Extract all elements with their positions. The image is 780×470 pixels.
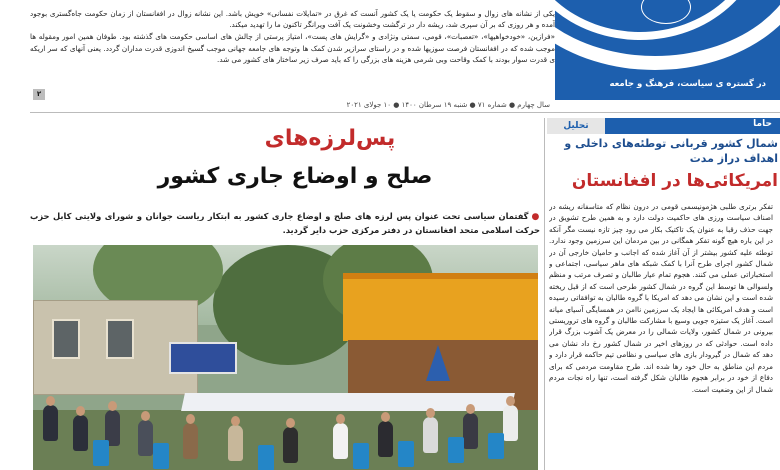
sidebar-section-label: تحلیل bbox=[547, 118, 605, 134]
photo-person bbox=[378, 421, 393, 457]
article-headline: صلح و اوضاع جاری کشور bbox=[157, 164, 433, 189]
photo-person bbox=[183, 423, 198, 459]
article-lead-text: گفتمان سیاسی تحت عنوان پس لرزه های صلح و اوضاع جاری کشور به ابتکار ریاست جوانان و شورای ولایتی کابل حزب حرکت اسلامی متحد افغانستان در دفتر مرکزی حزب دایر گردید. bbox=[30, 211, 540, 235]
masthead bbox=[555, 0, 780, 100]
article-lead bbox=[30, 210, 540, 237]
photo-person bbox=[423, 417, 438, 453]
photo-tent bbox=[343, 273, 538, 341]
photo-chair bbox=[153, 443, 169, 469]
photo-window bbox=[106, 319, 134, 359]
page-number: ۲ bbox=[33, 89, 45, 100]
photo-window bbox=[52, 319, 80, 359]
photo-chair bbox=[398, 441, 414, 467]
divider bbox=[30, 112, 780, 113]
photo-person bbox=[138, 420, 153, 456]
masthead-tagline: در گستره ی سیاست، فرهنگ و جامعه bbox=[609, 79, 766, 89]
bullet-icon: ● bbox=[531, 212, 540, 222]
column-divider bbox=[544, 118, 545, 470]
top-article bbox=[30, 8, 555, 66]
article-photo bbox=[33, 245, 538, 470]
photo-person bbox=[73, 415, 88, 451]
photo-banner bbox=[169, 342, 237, 374]
photo-chair bbox=[448, 437, 464, 463]
sidebar-body: تفکر برتری طلبی هژمونیسمی قومی در درون نظام که متاسفانه ریشه در اصناف سیاست ورزی های حاکمیت دولت دارد و به همین طرح تشویق در جهت حذف رقبا به عنوان یک تاکتیک بکار می رود چیز تازه نیست مگر آنکه در این باره هیچ گونه تفکر همگانی در بین مردمان این سرزمین وجود ندارد. توطئه علیه کشور بیشتر از آن آغاز شده که اجانب و حامیان خارجی آن در شمال کشور اجرای طرح آنرا با کمک شبکه های ماهر سیاسی، اجتماعی و استخباراتی عملی می کنند. هجوم تمام عیار طالبان و تصرف مرتب و منظم ولسوالی ها توسط این گروه در شمال کشور طرحی است که از قبل ریخته شده است و این نشان می دهد که امریکا با گروه طالبان به توافقاتی رسیده است و هدف امریکائی ها ایجاد یک سرزمین ناامن در همسایگی آسیای میانه است. آغاز یک ستیزه جویی وسیع با مشارکت طالبان و گروه های تروریستی بیرونی در شمال کشور، ولایات شمالی را در معرض یک آشوب بزرگ قرار داده است. حوادثی که در روزهای اخیر در شمال کشور رخ داد نشان می دهد که شمال در گیرودار بازی های سیاسی و نظامی تیم حاکمه قرار دارد و مردم این مناطق به حال خود رها شده اند. طرح مقاومت مردمی که برای دفاع از خود در برابر هجوم طالبان شکل گرفته است، تنها راه نجات مردم شمال از این وضعیت است. bbox=[549, 202, 773, 394]
photo-chair bbox=[93, 440, 109, 466]
top-article-paragraph: «فرازین، «خودخواهیها»، «تعصبات»، قومی، سمتی ونژادی و «گرایش های پست»، امتیاز پرستی از چالش های اساسی حکومت های گذشته بود. طوفان همین امور ومقوله ها موجب شده که در افغانستان فرصت سوزیها شده و در راستای سرازیر شدن کمک ها وتوجه های جامعه جهانی موجب گسیخ اندوزی قدرت مداران گردد. یعنی آنهای که سر اریکه ی قدرت سوار بودند با کمک وقاحت وبی شرمی هزینه هاى بزرگی را که باید صرف زیر ساختار های کشور می شد. bbox=[30, 32, 555, 64]
photo-table bbox=[181, 393, 515, 411]
sidebar-title: شمال کشور قربانی توطئه‌های داخلی و اهداف دراز مدت bbox=[564, 137, 778, 165]
photo-flag bbox=[426, 345, 450, 381]
article-headline-kicker: پس‌لرزه‌های bbox=[264, 126, 396, 151]
sidebar-kicker: حاما bbox=[753, 119, 772, 129]
top-article-paragraph: یکی از نشانه های زوال و سقوط یک حکومت یا یک کشور آنست که غرق در «تمایلات نفسانی» خویش باشد. این نشانه زوال در افغانستان از زمان حکومت جاه‌گستری بوجود آمده و هر روزی که بر آن سپری شد، ریشه دار در ترگشت وخشونت یک آفت ویرانگر تاکنون ما را تهدید میکند. bbox=[30, 9, 555, 30]
photo-person bbox=[283, 427, 298, 463]
sidebar-header bbox=[547, 118, 780, 134]
photo-person bbox=[333, 423, 348, 459]
photo-person bbox=[463, 413, 478, 449]
photo-chair bbox=[353, 443, 369, 469]
photo-chair bbox=[258, 445, 274, 470]
photo-person bbox=[503, 405, 518, 441]
sidebar-title-highlight: امریکائی‌ها در افغانستان bbox=[571, 171, 778, 191]
photo-person bbox=[43, 405, 58, 441]
issue-info: سال چهارم ● شماره ۷۱ ● شنبه ۱۹ سرطان ۱۴۰۰ ● ۱۰ جولای ۲۰۲۱ bbox=[346, 101, 550, 109]
photo-person bbox=[228, 425, 243, 461]
photo-chair bbox=[488, 433, 504, 459]
